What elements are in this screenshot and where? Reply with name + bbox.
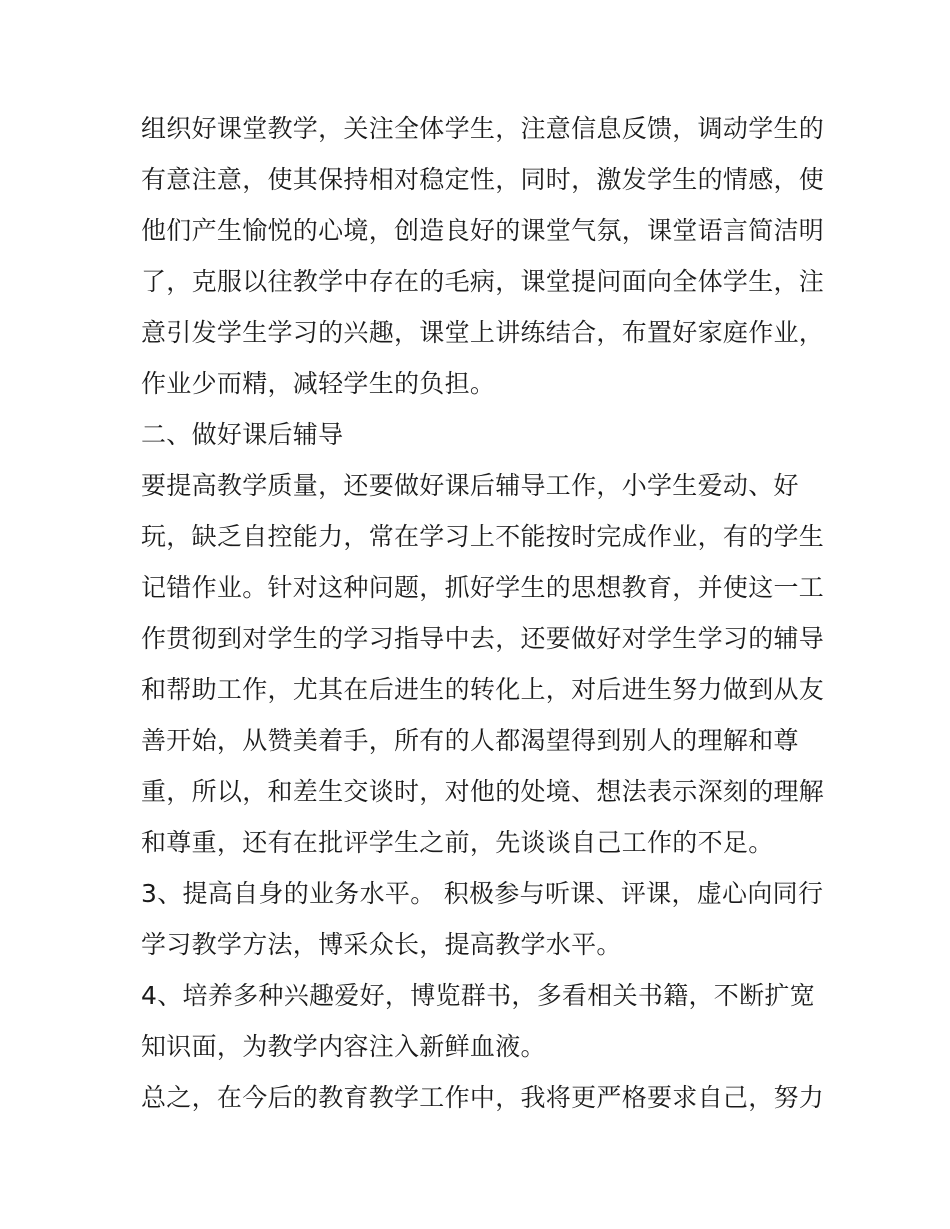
text-line: 和尊重，还有在批评学生之前，先谈谈自己工作的不足。 xyxy=(141,828,774,857)
text-line: 要提高教学质量，还要做好课后辅导工作，小学生爱动、好 xyxy=(141,471,799,500)
text-line: 作业少而精，减轻学生的负担。 xyxy=(141,369,496,398)
text-line: 有意注意，使其保持相对稳定性，同时，激发学生的情感，使 xyxy=(141,165,825,194)
list-item-3: 3、提高自身的业务水平。 积极参与听课、评课，虚心向同行 xyxy=(141,879,824,908)
document-body xyxy=(141,103,825,1123)
text-line: 作贯彻到对学生的学习指导中去，还要做好对学生学习的辅导 xyxy=(141,624,825,653)
section-heading: 二、做好课后辅导 xyxy=(141,420,344,449)
text-line: 重，所以，和差生交谈时，对他的处境、想法表示深刻的理解 xyxy=(141,777,825,806)
list-item-4: 4、培养多种兴趣爱好，博览群书，多看相关书籍，不断扩宽 xyxy=(141,981,816,1010)
text-line: 知识面，为教学内容注入新鲜血液。 xyxy=(141,1032,546,1061)
text-line: 组织好课堂教学，关注全体学生，注意信息反馈，调动学生的 xyxy=(141,114,825,143)
text-line: 学习教学方法，博采众长，提高教学水平。 xyxy=(141,930,622,959)
text-line: 善开始，从赞美着手，所有的人都渴望得到别人的理解和尊 xyxy=(141,726,799,755)
text-line: 意引发学生学习的兴趣，课堂上讲练结合，布置好家庭作业， xyxy=(141,318,825,347)
text-line: 和帮助工作，尤其在后进生的转化上，对后进生努力做到从友 xyxy=(141,675,825,704)
text-line: 玩，缺乏自控能力，常在学习上不能按时完成作业，有的学生 xyxy=(141,522,825,551)
text-line: 他们产生愉悦的心境，创造良好的课堂气氛，课堂语言简洁明 xyxy=(141,216,825,245)
text-line: 记错作业。针对这种问题，抓好学生的思想教育，并使这一工 xyxy=(141,573,825,602)
text-line: 总之，在今后的教育教学工作中，我将更严格要求自己，努力 xyxy=(141,1083,825,1112)
text-line: 了，克服以往教学中存在的毛病，课堂提问面向全体学生，注 xyxy=(141,267,825,296)
